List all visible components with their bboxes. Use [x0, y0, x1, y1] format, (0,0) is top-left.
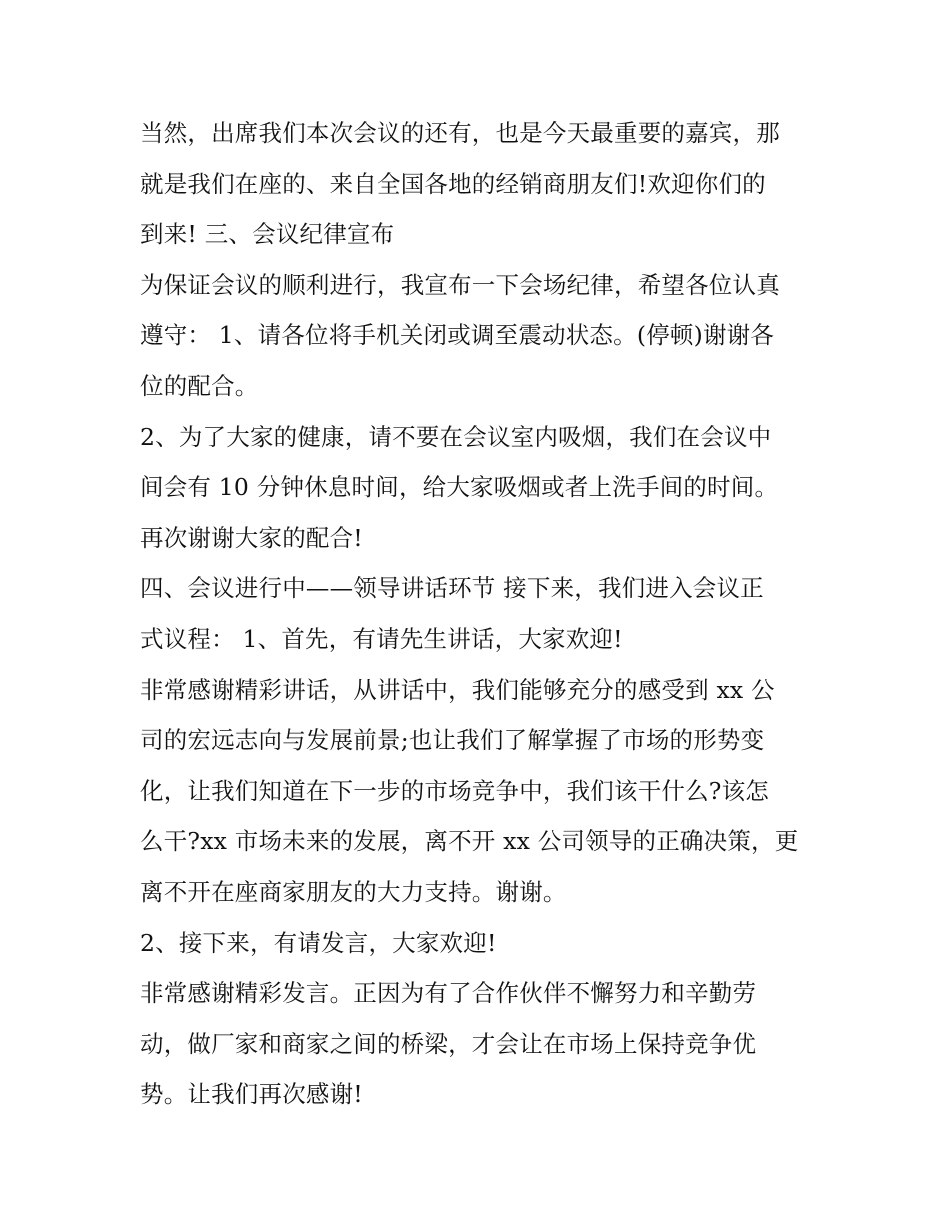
text-line: 间会有 10 分钟休息时间，给大家吸烟或者上洗手间的时间。 [140, 473, 779, 502]
paragraph-thanks-remarks [140, 968, 820, 1120]
document-body [140, 108, 820, 1120]
text-line: 式议程： 1、首先，有请先生讲话，大家欢迎! [140, 624, 623, 653]
text-line: 再次谢谢大家的配合! [140, 523, 363, 552]
text-line: 位的配合。 [140, 371, 259, 400]
paragraph-thanks-speech [140, 665, 820, 918]
text-line: 当然，出席我们本次会议的还有，也是今天最重要的嘉宾，那 [140, 119, 780, 147]
text-line: 化，让我们知道在下一步的市场竞争中，我们该干什么?该怎 [140, 776, 769, 805]
text-line: 2、接下来，有请发言，大家欢迎! [140, 928, 497, 957]
text-line: 非常感谢精彩发言。正因为有了合作伙伴不懈努力和辛勤劳 [140, 979, 757, 1008]
text-line: 么干?xx 市场未来的发展，离不开 xx 公司领导的正确决策，更 [140, 827, 799, 856]
paragraph-next-speaker [140, 918, 820, 969]
text-line: 2、为了大家的健康，请不要在会议室内吸烟，我们在会议中 [140, 422, 772, 451]
text-line: 四、会议进行中——领导讲话环节 接下来，我们进入会议正 [140, 574, 764, 603]
paragraph-meeting-rules [140, 260, 820, 412]
text-line: 为保证会议的顺利进行，我宣布一下会场纪律，希望各位认真 [140, 270, 780, 299]
paragraph-speaker-intro [140, 108, 820, 260]
text-line: 遵守： 1、请各位将手机关闭或调至震动状态。(停顿)谢谢各 [140, 321, 775, 350]
text-line: 势。让我们再次感谢! [140, 1080, 363, 1109]
text-line: 离不开在座商家朋友的大力支持。谢谢。 [140, 877, 567, 906]
text-line: 动，做厂家和商家之间的桥梁，才会让在市场上保持竞争优 [140, 1029, 757, 1058]
paragraph-rule-no-smoking [140, 412, 820, 564]
text-line: 司的宏远志向与发展前景;也让我们了解掌握了市场的形势变 [140, 726, 765, 755]
text-line: 就是我们在座的、来自全国各地的经销商朋友们!欢迎你们的 [140, 169, 766, 198]
text-line: 非常感谢精彩讲话，从讲话中，我们能够充分的感受到 xx 公 [140, 675, 775, 704]
text-line: 到来! 三、会议纪律宣布 [140, 220, 395, 249]
paragraph-section-four-heading [140, 563, 820, 664]
